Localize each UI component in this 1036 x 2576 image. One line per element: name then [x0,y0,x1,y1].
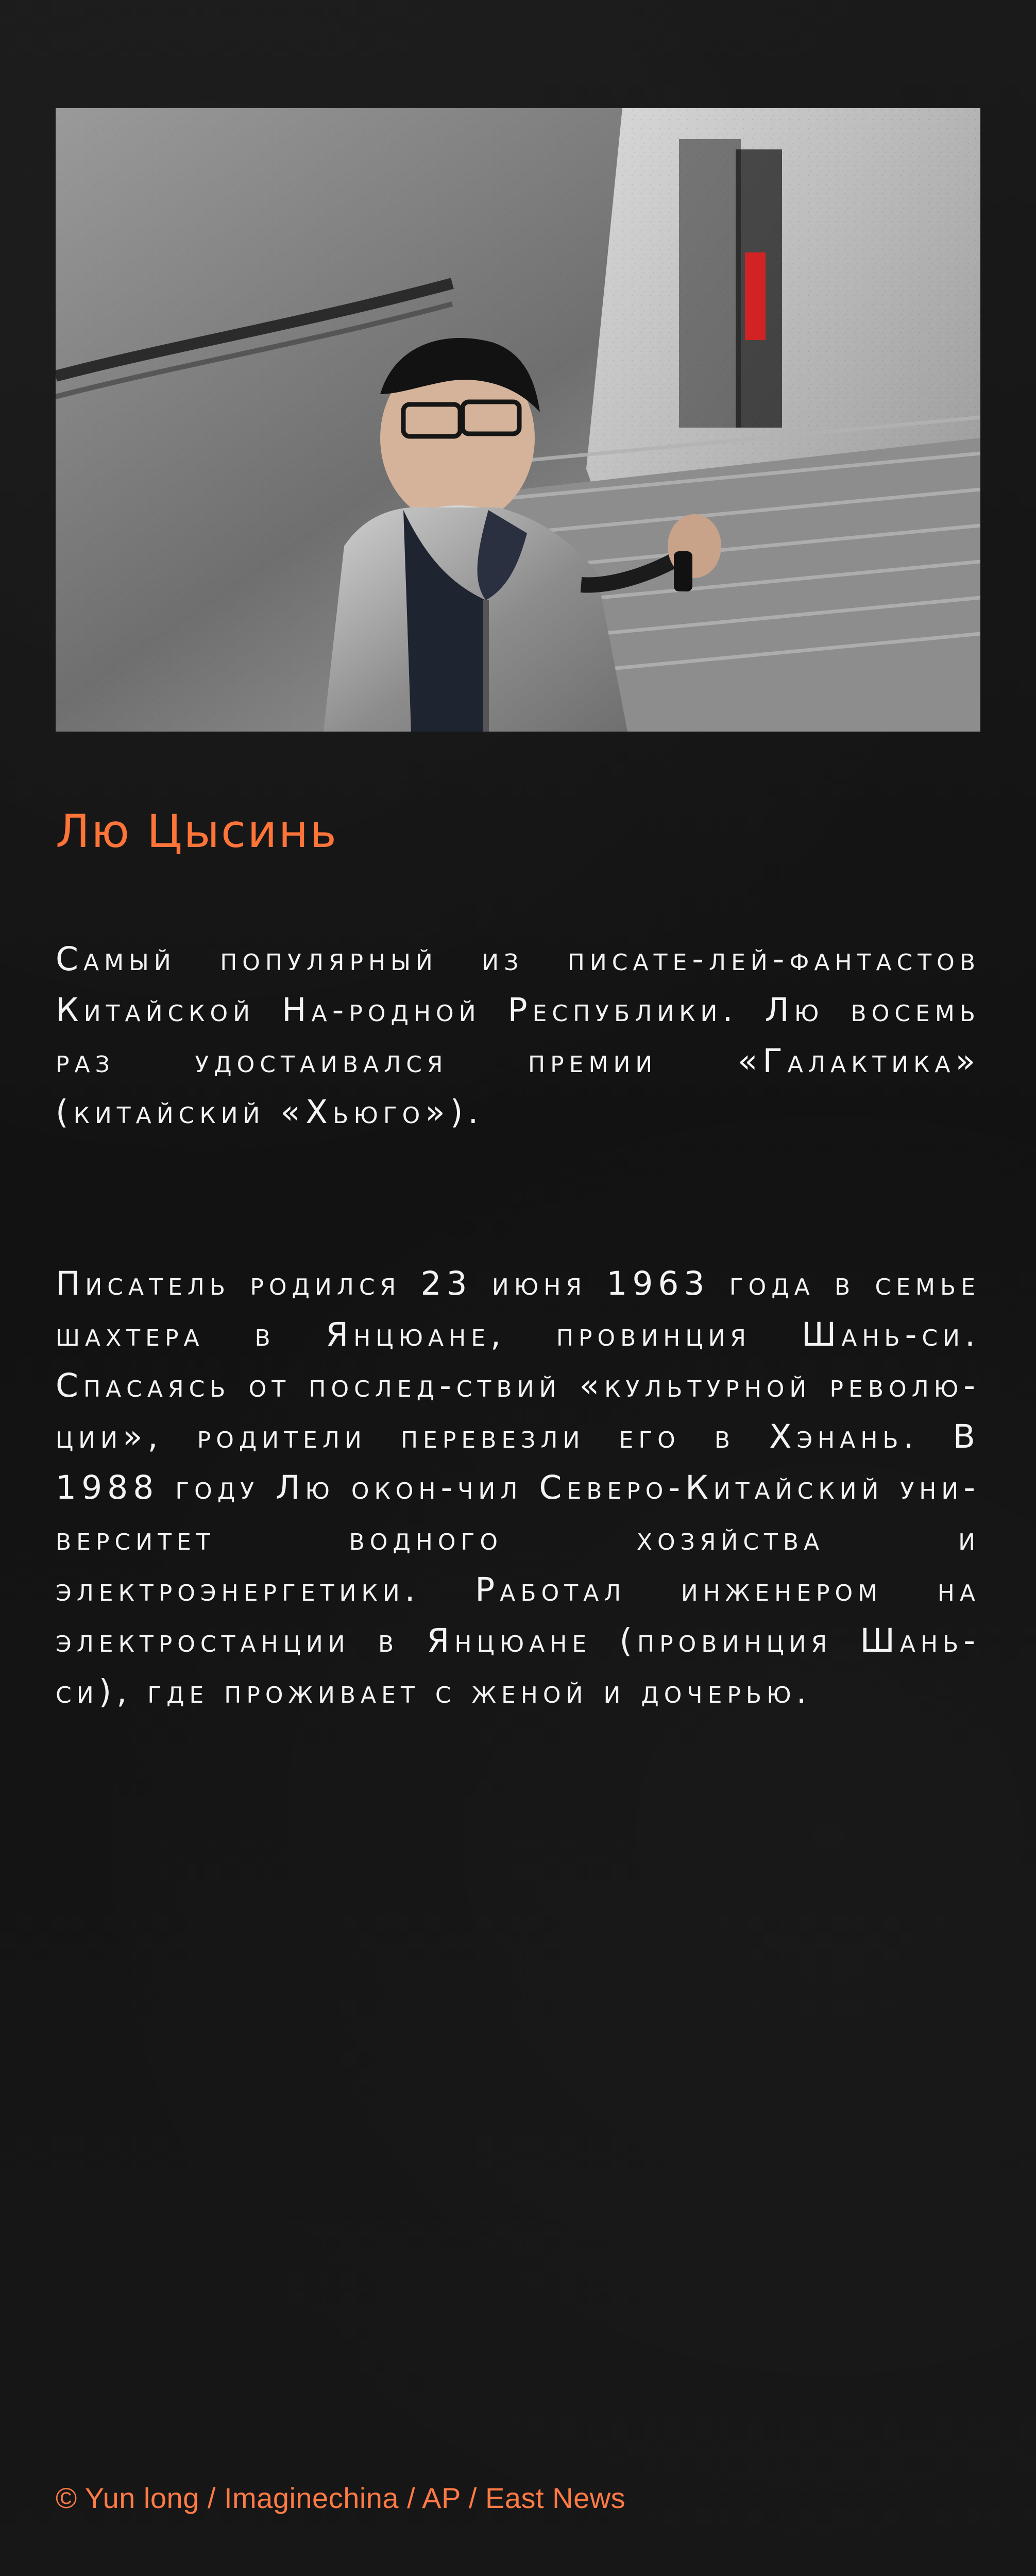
biography-paragraph-1: Самый популярный из писате-лей-фантастов Китайской На-родной Республики. Лю восемь раз удостаивался премии «Галактика» (китайский «Хьюго»). [56,940,980,1131]
author-name: Лю Цысинь [56,805,338,858]
author-photo-image [56,108,980,732]
author-photo [56,108,980,732]
photo-credit: © Yun long / Imaginechina / AP / East News [56,2482,626,2514]
biography-paragraph-2: Писатель родился 23 июня 1963 года в семье шахтера в Янцюане, провинция Шань-си. Спасаясь от послед-ствий «культурной револю-ции», родители перевезли его в Хэнань. В 1988 году Лю окон-чил Северо-Китайский уни-верситет водного хозяйства и электроэнергетики. Работал инженером на электростанции в Янцюане (провинция Шань-си), где проживает с женой и дочерью. [56,1265,980,1710]
